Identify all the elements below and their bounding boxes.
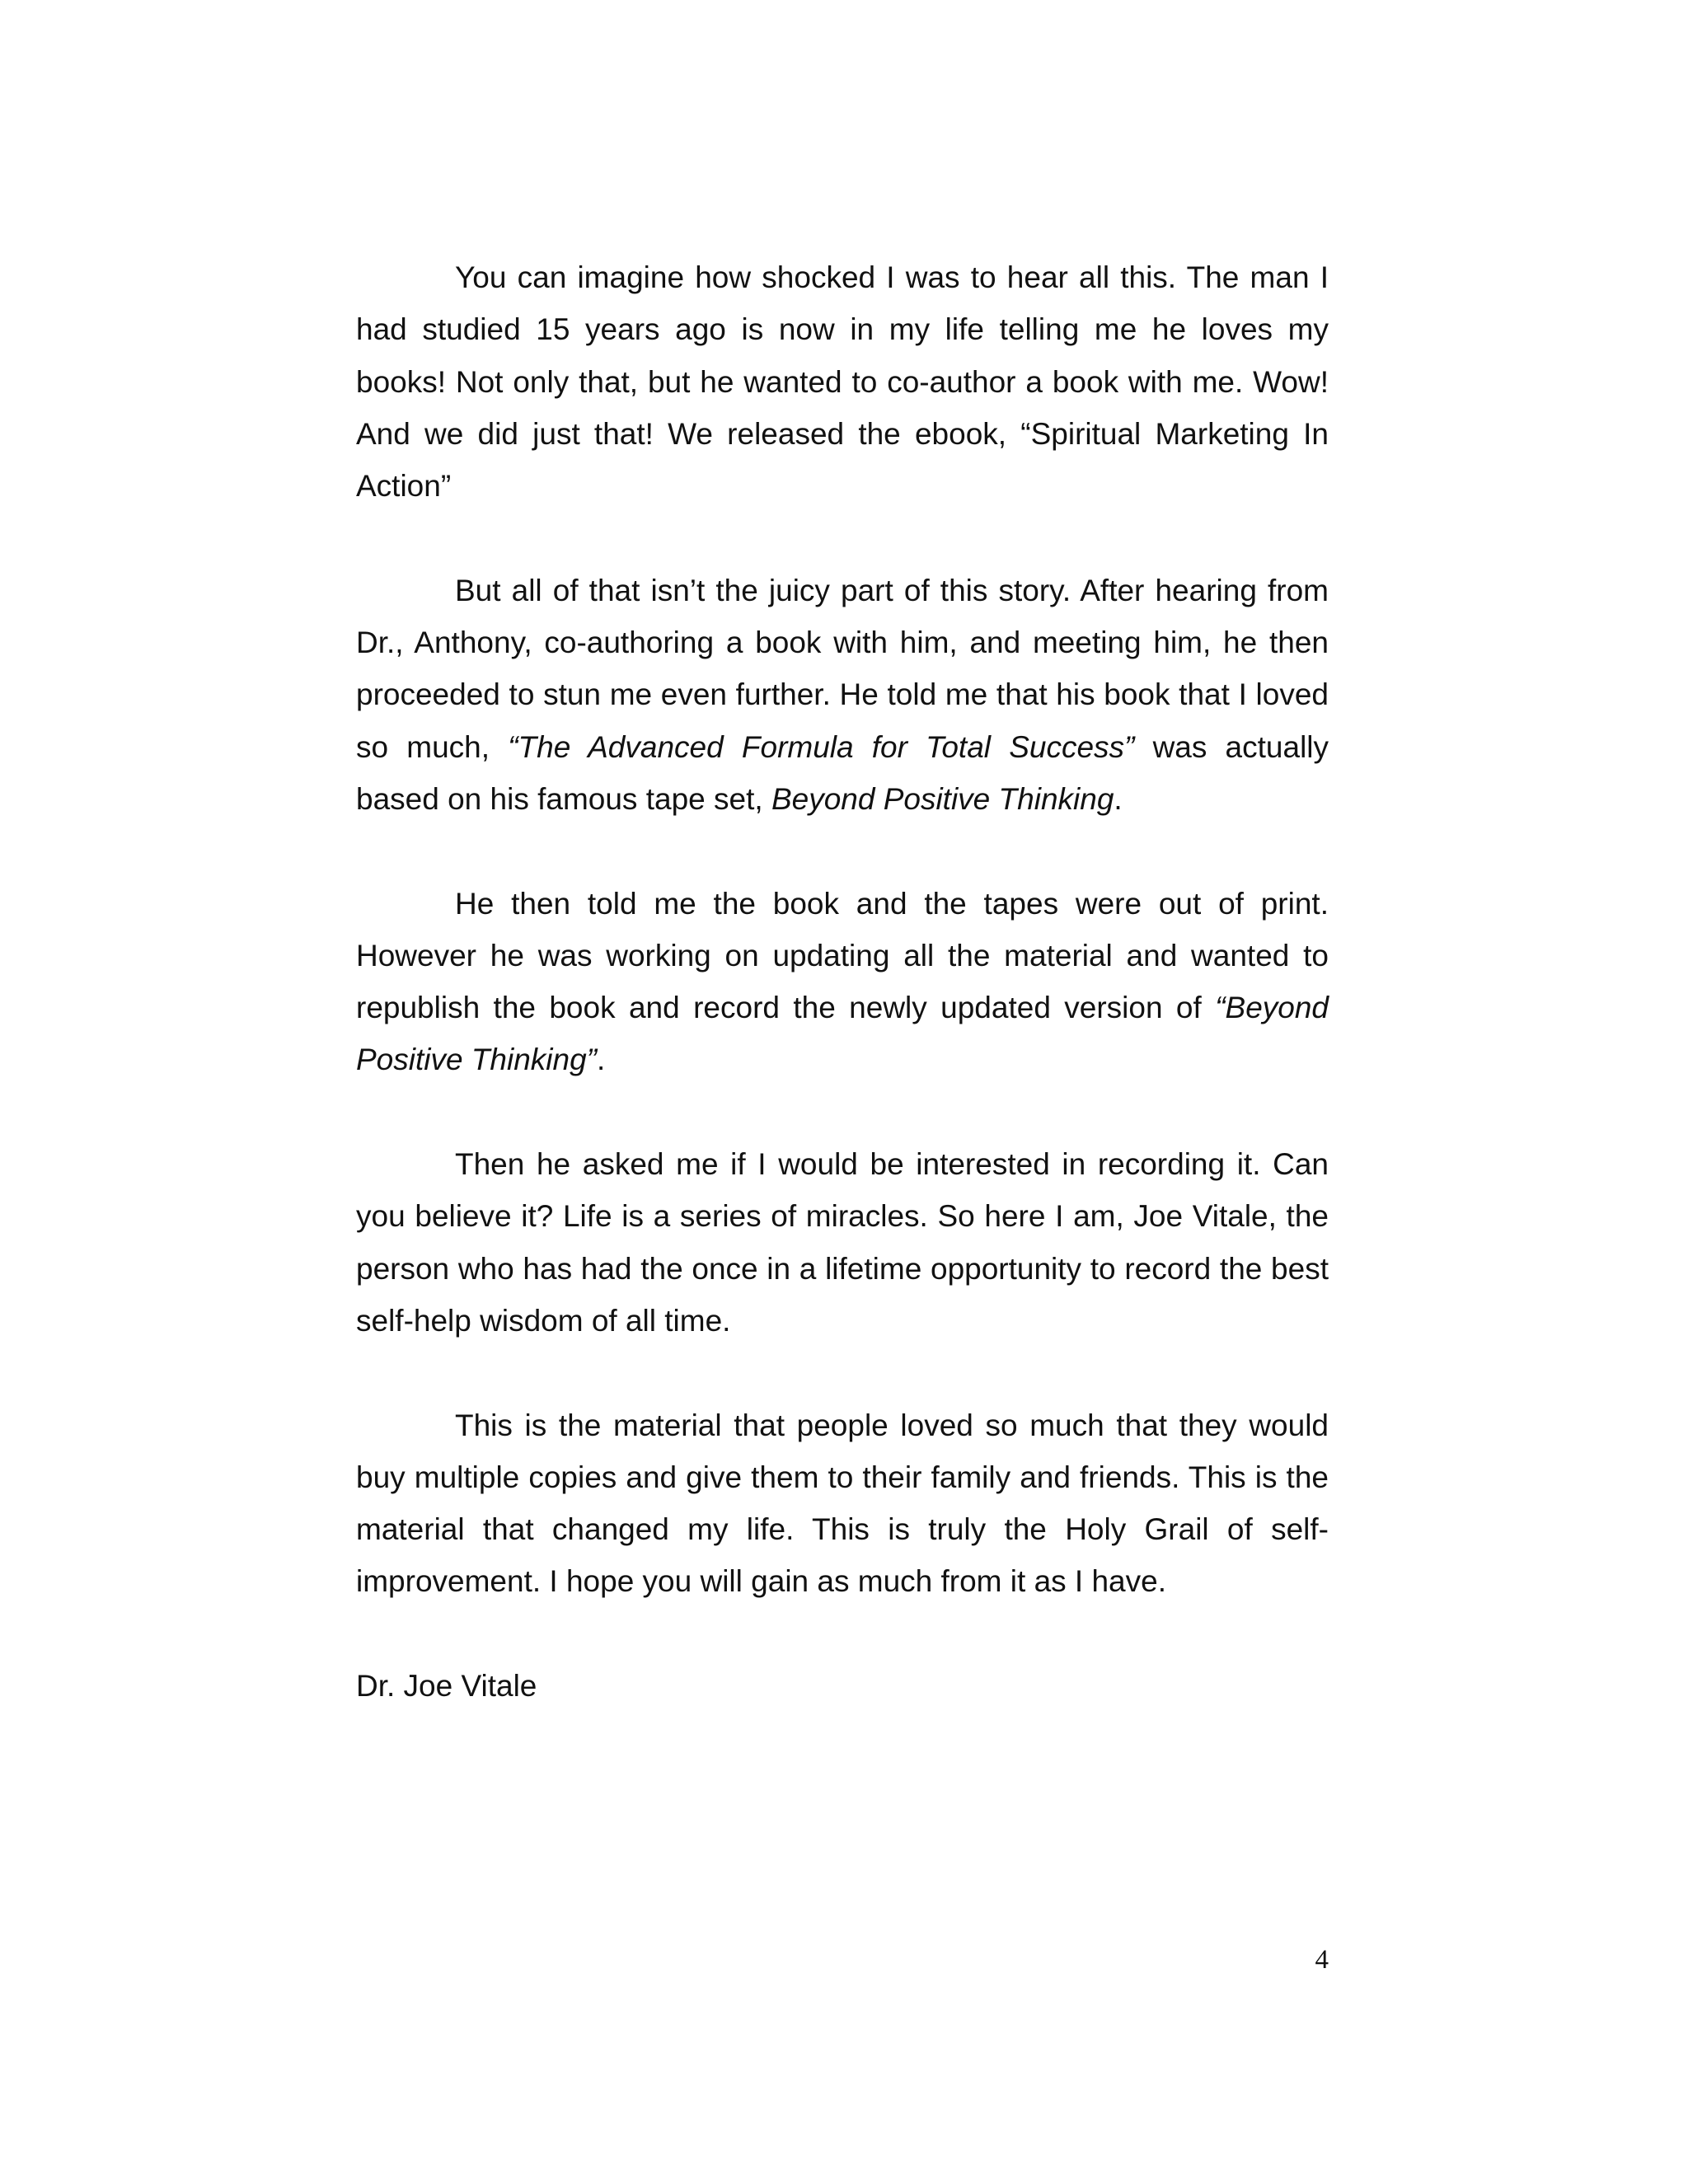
body-text (356, 251, 1329, 1712)
paragraph-4: Then he asked me if I would be interested in recording it. Can you believe it? Life is a series of miracles. So here I am, Joe Vitale, the person who has had the once in a lifetime opportunity to record the best self-help wisdom of all time. (356, 1147, 1329, 1338)
paragraph-3-text-a: He then told me the book and the tapes were out of print. However he was working on updating all the material and wanted to republish the book and record the newly updated version of (356, 886, 1329, 1025)
paragraph-2-text-b: was actually based on his famous tape set, (356, 729, 1329, 816)
tape-set-title: Beyond Positive Thinking (771, 781, 1114, 816)
updated-version-title: “Beyond Positive Thinking” (356, 991, 1329, 1077)
paragraph-1: You can imagine how shocked I was to hear all this. The man I had studied 15 years ago is now in my life telling me he loves my books! Not only that, but he wanted to co-author a book with me. Wow! And we did just that! We released the ebook, “Spiritual Marketing In Action” (356, 260, 1329, 504)
page-number: 4 (1315, 1945, 1329, 1975)
paragraph-2-text-a: But all of that isn’t the juicy part of this story. After hearing from Dr., Anthony, co-authoring a book with him, and meeting him, he then proceeded to stun me even further. He told me that his book that I loved so much, (356, 573, 1329, 764)
book-title-advanced-formula: “The Advanced Formula for Total Success” (508, 729, 1135, 764)
paragraph-5: This is the material that people loved so much that they would buy multiple copies and give them to their family and friends. This is the material that changed my life. This is truly the Holy Grail of self-improvement. I hope you will gain as much from it as I have. (356, 1408, 1329, 1599)
paragraph-3 (356, 878, 1329, 1086)
paragraph-2-text-c: . (1114, 781, 1123, 816)
paragraph-2 (356, 565, 1329, 825)
paragraph-3-text-b: . (597, 1043, 606, 1077)
author-signature: Dr. Joe Vitale (356, 1669, 537, 1704)
